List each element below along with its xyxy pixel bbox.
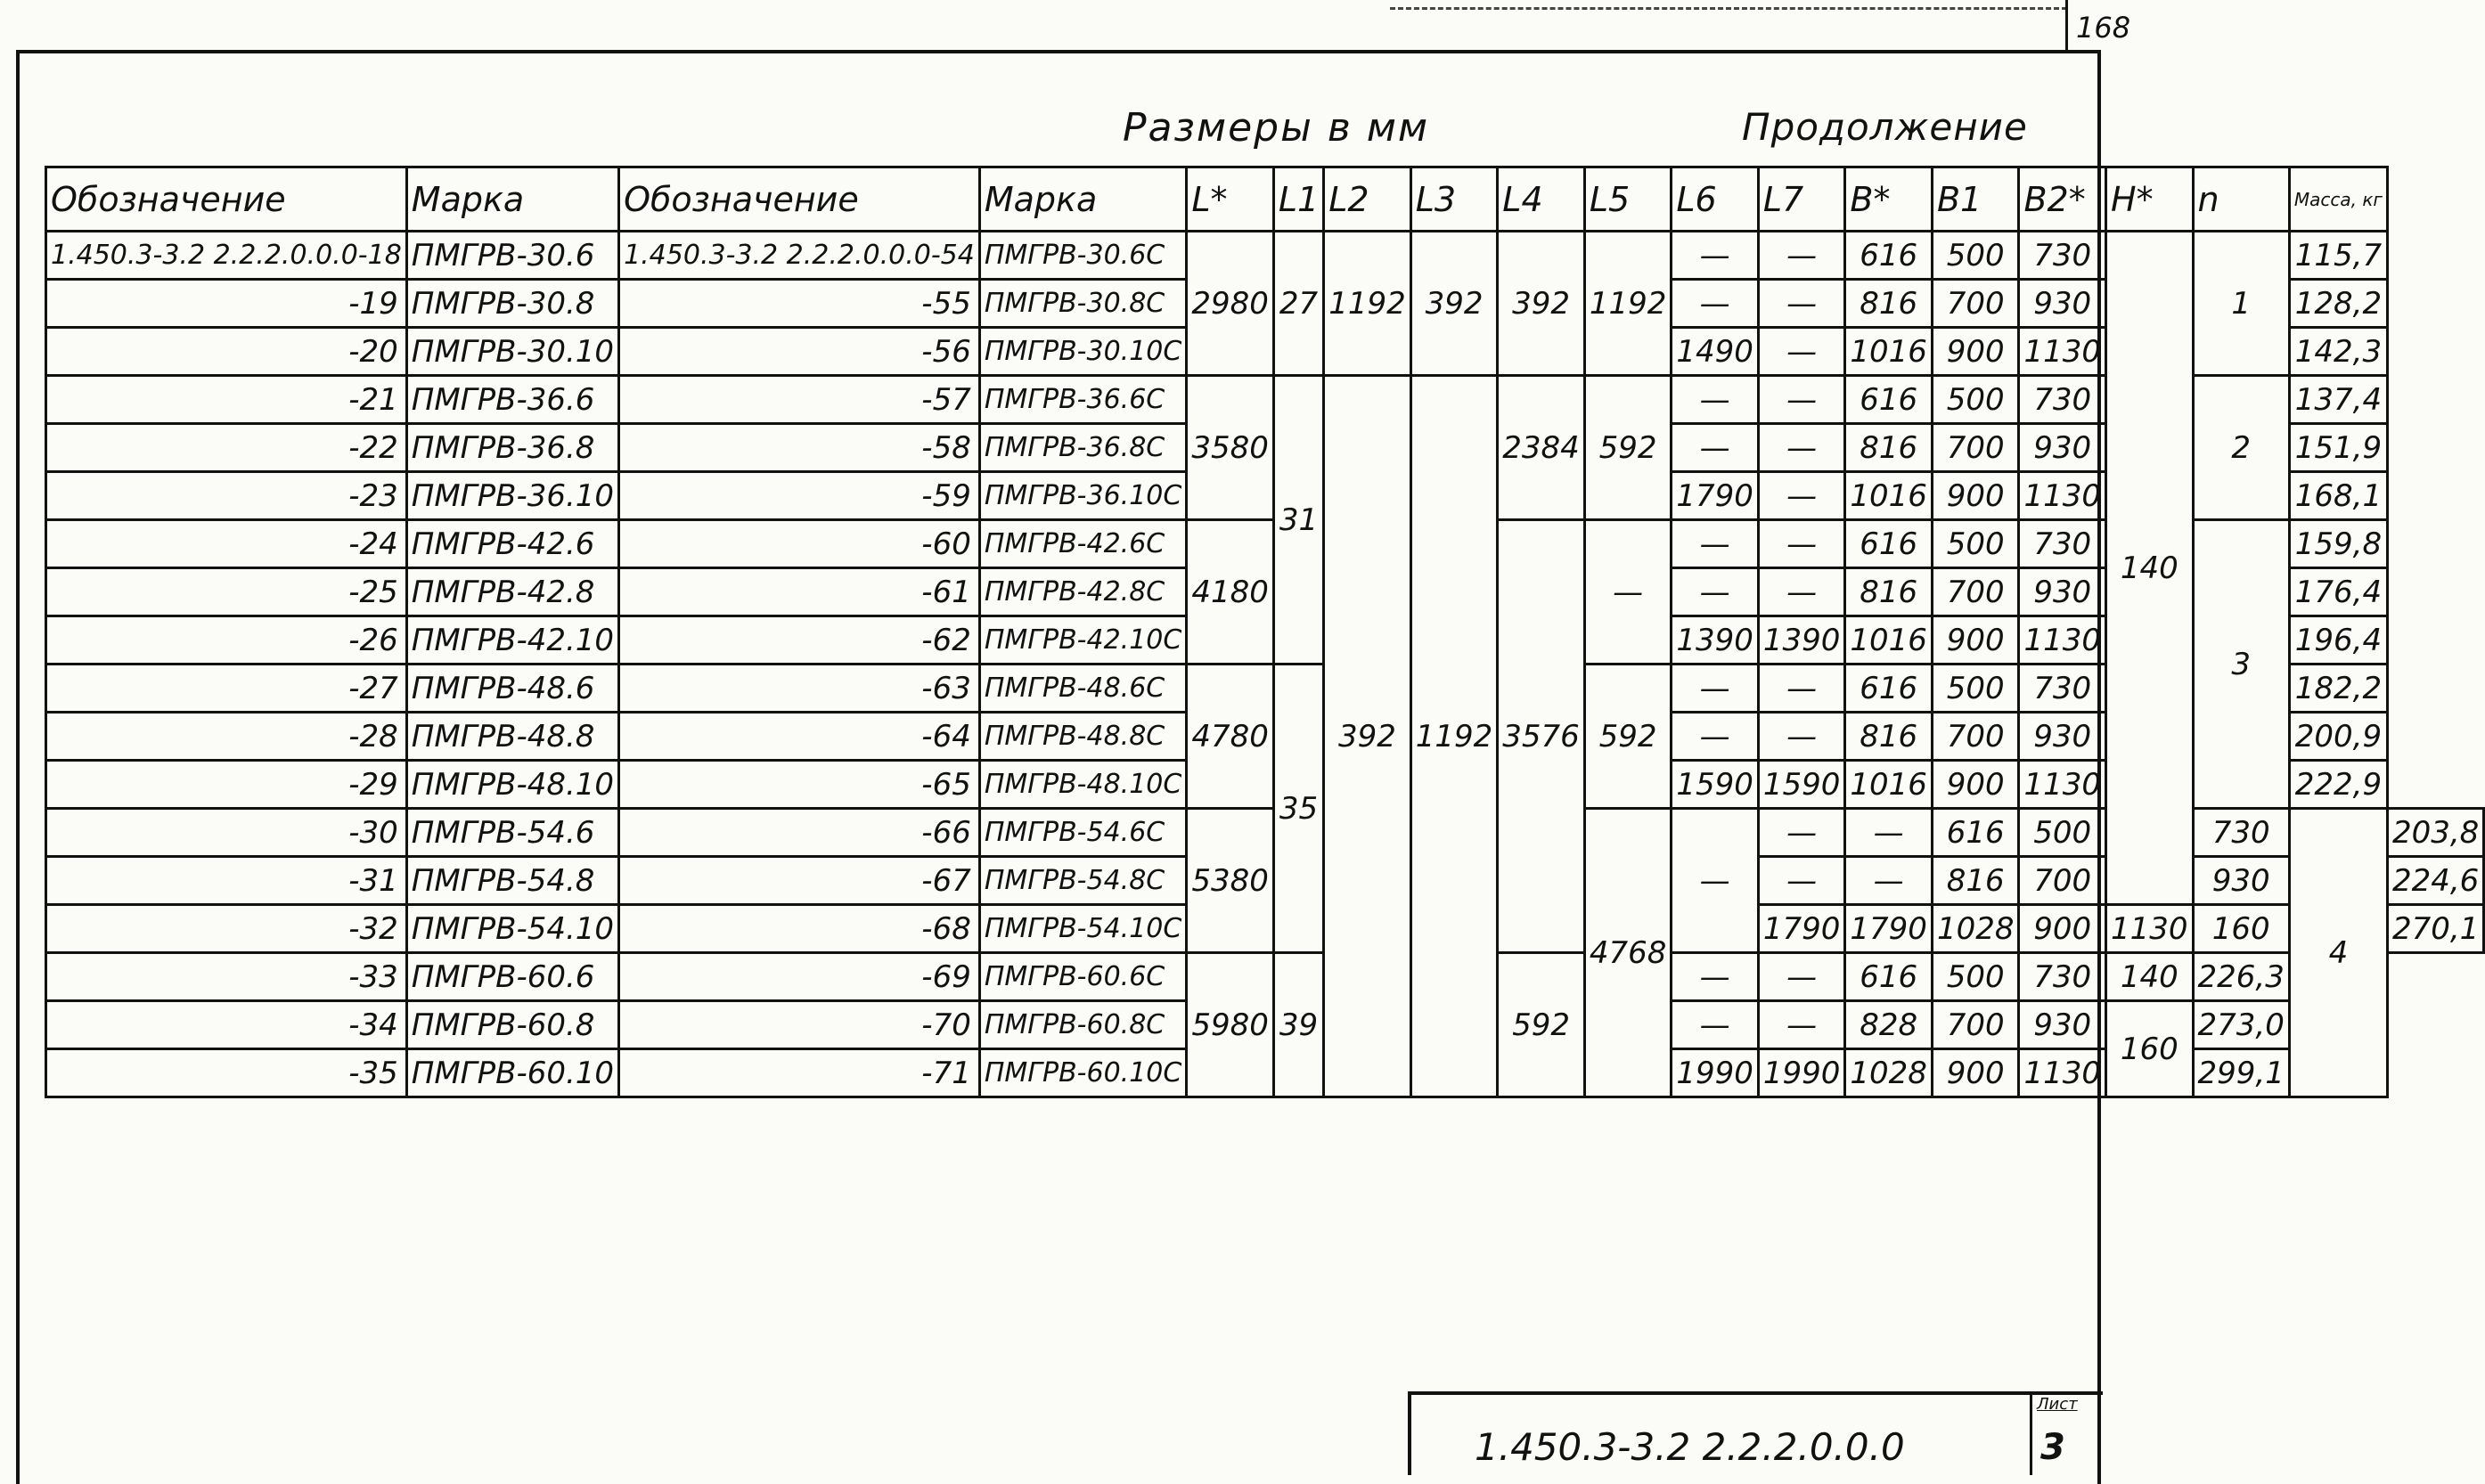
B1-cell: 700 bbox=[1932, 713, 2019, 761]
L6-cell: — bbox=[1672, 953, 1759, 1001]
header-n: n bbox=[2193, 167, 2289, 232]
B-cell: 816 bbox=[1845, 424, 1933, 472]
L6-cell: 1390 bbox=[1672, 616, 1759, 665]
L5-cell: — bbox=[1584, 520, 1672, 665]
B2-cell: 930 bbox=[2019, 424, 2106, 472]
mark-cell-2: ПМГРВ-54.6С bbox=[979, 809, 1186, 857]
L7-cell: — bbox=[1758, 424, 1845, 472]
mark-cell-2: ПМГРВ-30.8С bbox=[979, 280, 1186, 328]
H-cell: 160 bbox=[2106, 1001, 2194, 1097]
L-cell: 4180 bbox=[1187, 520, 1274, 665]
B1-cell: 900 bbox=[1932, 472, 2019, 520]
L6-cell: — bbox=[1672, 520, 1759, 568]
designation-cell: -20 bbox=[46, 328, 407, 376]
mark-cell: ПМГРВ-42.6 bbox=[406, 520, 618, 568]
sheet-label: Лист bbox=[2037, 1395, 2078, 1414]
mark-cell-2: ПМГРВ-36.8С bbox=[979, 424, 1186, 472]
L7-cell: — bbox=[1758, 280, 1845, 328]
designation-cell: -23 bbox=[46, 472, 407, 520]
B-cell: 1016 bbox=[1845, 616, 1933, 665]
L5-cell: 1192 bbox=[1584, 232, 1672, 376]
mark-cell: ПМГРВ-36.6 bbox=[406, 376, 618, 424]
L6-cell: — bbox=[1672, 1001, 1759, 1049]
B-cell: 616 bbox=[1845, 953, 1933, 1001]
L4-cell: 3576 bbox=[1498, 520, 1585, 953]
B2-cell: 1130 bbox=[2019, 761, 2106, 809]
B2-cell: 1130 bbox=[2106, 905, 2194, 953]
designation-cell-2: -60 bbox=[619, 520, 980, 568]
designation-cell-2: -69 bbox=[619, 953, 980, 1001]
designation-cell: -26 bbox=[46, 616, 407, 665]
designation-cell: -27 bbox=[46, 665, 407, 713]
L7-cell: — bbox=[1845, 809, 1933, 857]
B1-cell: 900 bbox=[2019, 905, 2106, 953]
mark-cell-2: ПМГРВ-48.6С bbox=[979, 665, 1186, 713]
designation-cell: -25 bbox=[46, 568, 407, 616]
mark-cell: ПМГРВ-54.6 bbox=[406, 809, 618, 857]
L3-cell: 392 bbox=[1410, 232, 1498, 376]
mass-cell: 176,4 bbox=[2289, 568, 2387, 616]
n-cell: 2 bbox=[2193, 376, 2289, 520]
designation-cell-2: -62 bbox=[619, 616, 980, 665]
L2-cell: 1192 bbox=[1324, 232, 1411, 376]
designation-cell-2: -55 bbox=[619, 280, 980, 328]
page-number: 168 bbox=[2076, 11, 2131, 45]
mass-cell: 200,9 bbox=[2289, 713, 2387, 761]
B1-cell: 500 bbox=[1932, 665, 2019, 713]
L7-cell: 1790 bbox=[1845, 905, 1933, 953]
mark-cell: ПМГРВ-42.8 bbox=[406, 568, 618, 616]
header-L1: L1 bbox=[1273, 167, 1323, 232]
header-L7: L7 bbox=[1758, 167, 1845, 232]
designation-cell-2: -57 bbox=[619, 376, 980, 424]
B2-cell: 930 bbox=[2019, 280, 2106, 328]
designation-cell: -31 bbox=[46, 857, 407, 905]
designation-cell: -19 bbox=[46, 280, 407, 328]
designation-cell-2: -71 bbox=[619, 1049, 980, 1097]
B1-cell: 500 bbox=[1932, 232, 2019, 280]
B-cell: 816 bbox=[1845, 568, 1933, 616]
L4-cell: 392 bbox=[1498, 232, 1585, 376]
L6-cell: 1790 bbox=[1672, 472, 1759, 520]
L6-cell: — bbox=[1758, 809, 1845, 857]
B2-cell: 730 bbox=[2019, 376, 2106, 424]
L7-cell: — bbox=[1758, 376, 1845, 424]
B2-cell: 730 bbox=[2019, 953, 2106, 1001]
mass-cell: 203,8 bbox=[2387, 809, 2483, 857]
mark-cell-2: ПМГРВ-48.10С bbox=[979, 761, 1186, 809]
mass-cell: 168,1 bbox=[2289, 472, 2387, 520]
B1-cell: 900 bbox=[1932, 328, 2019, 376]
L-cell: 5980 bbox=[1187, 953, 1274, 1097]
mark-cell: ПМГРВ-36.8 bbox=[406, 424, 618, 472]
designation-cell-2: -68 bbox=[619, 905, 980, 953]
designation-cell-2: -64 bbox=[619, 713, 980, 761]
mass-cell: 273,0 bbox=[2193, 1001, 2289, 1049]
mass-cell: 299,1 bbox=[2193, 1049, 2289, 1097]
mark-cell-2: ПМГРВ-30.6С bbox=[979, 232, 1186, 280]
specification-table bbox=[45, 166, 2485, 1098]
mark-cell: ПМГРВ-54.10 bbox=[406, 905, 618, 953]
mass-cell: 128,2 bbox=[2289, 280, 2387, 328]
B-cell: 616 bbox=[1845, 376, 1933, 424]
L3-cell: 1192 bbox=[1410, 376, 1498, 1097]
mark-cell-2: ПМГРВ-54.8С bbox=[979, 857, 1186, 905]
L-cell: 5380 bbox=[1187, 809, 1274, 953]
mark-cell-2: ПМГРВ-60.10С bbox=[979, 1049, 1186, 1097]
B2-cell: 1130 bbox=[2019, 328, 2106, 376]
B1-cell: 700 bbox=[1932, 280, 2019, 328]
B-cell: 1028 bbox=[1845, 1049, 1933, 1097]
n-cell: 3 bbox=[2193, 520, 2289, 809]
L7-cell: — bbox=[1758, 328, 1845, 376]
designation-cell: -33 bbox=[46, 953, 407, 1001]
B1-cell: 700 bbox=[1932, 424, 2019, 472]
L6-cell: — bbox=[1672, 665, 1759, 713]
header-row bbox=[46, 167, 2484, 232]
designation-cell: -35 bbox=[46, 1049, 407, 1097]
n-cell: 1 bbox=[2193, 232, 2289, 376]
mark-cell: ПМГРВ-48.6 bbox=[406, 665, 618, 713]
L7-cell: — bbox=[1758, 472, 1845, 520]
B1-cell: 700 bbox=[2019, 857, 2106, 905]
designation-cell-2: -67 bbox=[619, 857, 980, 905]
B-cell: 616 bbox=[1932, 809, 2019, 857]
B2-cell: 930 bbox=[2019, 568, 2106, 616]
L1-cell: 31 bbox=[1273, 376, 1323, 665]
L7-cell: — bbox=[1758, 568, 1845, 616]
header-L: L* bbox=[1187, 167, 1274, 232]
header-L3: L3 bbox=[1410, 167, 1498, 232]
mark-cell-2: ПМГРВ-54.10С bbox=[979, 905, 1186, 953]
B-cell: 616 bbox=[1845, 232, 1933, 280]
L2-cell: 392 bbox=[1324, 376, 1411, 1097]
designation-cell-2: -59 bbox=[619, 472, 980, 520]
L6-cell: — bbox=[1672, 568, 1759, 616]
B-cell: 1028 bbox=[1932, 905, 2019, 953]
header-mark: Марка bbox=[406, 167, 618, 232]
designation-cell: -30 bbox=[46, 809, 407, 857]
mark-cell: ПМГРВ-60.8 bbox=[406, 1001, 618, 1049]
table-row bbox=[46, 232, 2484, 280]
L6-cell: — bbox=[1672, 232, 1759, 280]
header-L4: L4 bbox=[1498, 167, 1585, 232]
mass-cell: 224,6 bbox=[2387, 857, 2483, 905]
mass-cell: 182,2 bbox=[2289, 665, 2387, 713]
B1-cell: 900 bbox=[1932, 1049, 2019, 1097]
mark-cell: ПМГРВ-60.10 bbox=[406, 1049, 618, 1097]
header-B: B* bbox=[1845, 167, 1933, 232]
mark-cell: ПМГРВ-30.8 bbox=[406, 280, 618, 328]
H-cell: 140 bbox=[2106, 232, 2194, 905]
mark-cell: ПМГРВ-60.6 bbox=[406, 953, 618, 1001]
L7-cell: — bbox=[1758, 953, 1845, 1001]
header-mark-2: Марка bbox=[979, 167, 1186, 232]
mark-cell-2: ПМГРВ-48.8С bbox=[979, 713, 1186, 761]
mass-cell: 226,3 bbox=[2193, 953, 2289, 1001]
B1-cell: 500 bbox=[1932, 953, 2019, 1001]
mark-cell: ПМГРВ-30.6 bbox=[406, 232, 618, 280]
B1-cell: 500 bbox=[2019, 809, 2106, 857]
header-mass: Масса, кг bbox=[2289, 167, 2387, 232]
mark-cell-2: ПМГРВ-42.8С bbox=[979, 568, 1186, 616]
designation-cell-2: -63 bbox=[619, 665, 980, 713]
L5-cell: 592 bbox=[1584, 665, 1672, 809]
mark-cell-2: ПМГРВ-36.6С bbox=[979, 376, 1186, 424]
B2-cell: 930 bbox=[2193, 857, 2289, 905]
B1-cell: 500 bbox=[1932, 376, 2019, 424]
L5-cell: — bbox=[1672, 809, 1759, 953]
L4-cell: 4768 bbox=[1584, 809, 1672, 1097]
L6-cell: 1590 bbox=[1672, 761, 1759, 809]
n-cell: 4 bbox=[2289, 809, 2387, 1097]
mark-cell: ПМГРВ-54.8 bbox=[406, 857, 618, 905]
top-dashed-rule bbox=[1390, 7, 2067, 10]
header-designation: Обозначение bbox=[46, 167, 407, 232]
L-cell: 4780 bbox=[1187, 665, 1274, 809]
B1-cell: 700 bbox=[1932, 1001, 2019, 1049]
L6-cell: 1790 bbox=[1758, 905, 1845, 953]
B-cell: 828 bbox=[1845, 1001, 1933, 1049]
L7-cell: — bbox=[1845, 857, 1933, 905]
designation-cell: -29 bbox=[46, 761, 407, 809]
mark-cell: ПМГРВ-36.10 bbox=[406, 472, 618, 520]
H-cell: 140 bbox=[2106, 953, 2194, 1001]
L7-cell: — bbox=[1758, 520, 1845, 568]
L1-cell: 35 bbox=[1273, 665, 1323, 953]
B2-cell: 1130 bbox=[2019, 1049, 2106, 1097]
B2-cell: 730 bbox=[2019, 232, 2106, 280]
mark-cell: ПМГРВ-48.8 bbox=[406, 713, 618, 761]
mark-cell-2: ПМГРВ-60.6С bbox=[979, 953, 1186, 1001]
L7-cell: — bbox=[1758, 665, 1845, 713]
B1-cell: 700 bbox=[1932, 568, 2019, 616]
mark-cell-2: ПМГРВ-36.10С bbox=[979, 472, 1186, 520]
mark-cell-2: ПМГРВ-60.8С bbox=[979, 1001, 1186, 1049]
L6-cell: — bbox=[1672, 713, 1759, 761]
B-cell: 1016 bbox=[1845, 472, 1933, 520]
header-L2: L2 bbox=[1324, 167, 1411, 232]
L-cell: 2980 bbox=[1187, 232, 1274, 376]
mass-cell: 222,9 bbox=[2289, 761, 2387, 809]
B2-cell: 1130 bbox=[2019, 472, 2106, 520]
mark-cell: ПМГРВ-30.10 bbox=[406, 328, 618, 376]
header-B1: B1 bbox=[1932, 167, 2019, 232]
designation-cell: -32 bbox=[46, 905, 407, 953]
designation-cell: -24 bbox=[46, 520, 407, 568]
sheet-number: 3 bbox=[2040, 1427, 2065, 1468]
L7-cell: — bbox=[1758, 713, 1845, 761]
document-code: 1.450.3-3.2 2.2.2.0.0.0 bbox=[1475, 1425, 1905, 1469]
continuation-caption: Продолжение bbox=[1742, 105, 2028, 149]
L1-cell: 27 bbox=[1273, 232, 1323, 376]
designation-cell-2: -70 bbox=[619, 1001, 980, 1049]
B2-cell: 730 bbox=[2019, 520, 2106, 568]
designation-cell: -34 bbox=[46, 1001, 407, 1049]
B-cell: 816 bbox=[1845, 280, 1933, 328]
mass-cell: 137,4 bbox=[2289, 376, 2387, 424]
L1-cell: 39 bbox=[1273, 953, 1323, 1097]
L6-cell: 1990 bbox=[1672, 1049, 1759, 1097]
designation-cell: -28 bbox=[46, 713, 407, 761]
mark-cell-2: ПМГРВ-42.10С bbox=[979, 616, 1186, 665]
L7-cell: 1590 bbox=[1758, 761, 1845, 809]
B-cell: 616 bbox=[1845, 520, 1933, 568]
B2-cell: 730 bbox=[2193, 809, 2289, 857]
L6-cell: 1490 bbox=[1672, 328, 1759, 376]
designation-cell-2: -56 bbox=[619, 328, 980, 376]
B2-cell: 1130 bbox=[2019, 616, 2106, 665]
L5-cell: 592 bbox=[1498, 953, 1585, 1097]
designation-cell-2: -66 bbox=[619, 809, 980, 857]
L7-cell: — bbox=[1758, 232, 1845, 280]
header-L6: L6 bbox=[1672, 167, 1759, 232]
header-B2: B2* bbox=[2019, 167, 2106, 232]
B2-cell: 730 bbox=[2019, 665, 2106, 713]
B2-cell: 930 bbox=[2019, 1001, 2106, 1049]
header-L5: L5 bbox=[1584, 167, 1672, 232]
L6-cell: — bbox=[1672, 424, 1759, 472]
mark-cell-2: ПМГРВ-42.6С bbox=[979, 520, 1186, 568]
mass-cell: 270,1 bbox=[2387, 905, 2483, 953]
header-H: H* bbox=[2106, 167, 2194, 232]
B1-cell: 900 bbox=[1932, 761, 2019, 809]
L5-cell: 592 bbox=[1584, 376, 1672, 520]
B-cell: 816 bbox=[1845, 713, 1933, 761]
B-cell: 816 bbox=[1932, 857, 2019, 905]
mark-cell-2: ПМГРВ-30.10С bbox=[979, 328, 1186, 376]
B-cell: 616 bbox=[1845, 665, 1933, 713]
L6-cell: — bbox=[1672, 376, 1759, 424]
B-cell: 1016 bbox=[1845, 761, 1933, 809]
H-cell: 160 bbox=[2193, 905, 2289, 953]
page-corner-line bbox=[2065, 0, 2068, 52]
mass-cell: 196,4 bbox=[2289, 616, 2387, 665]
designation-cell: -22 bbox=[46, 424, 407, 472]
B1-cell: 500 bbox=[1932, 520, 2019, 568]
mark-cell: ПМГРВ-48.10 bbox=[406, 761, 618, 809]
L7-cell: 1390 bbox=[1758, 616, 1845, 665]
designation-cell: 1.450.3-3.2 2.2.2.0.0.0-18 bbox=[46, 232, 407, 280]
L-cell: 3580 bbox=[1187, 376, 1274, 520]
B2-cell: 930 bbox=[2019, 713, 2106, 761]
L4-cell: 2384 bbox=[1498, 376, 1585, 520]
sizes-caption: Размеры в мм bbox=[1123, 105, 1430, 151]
designation-cell-2: 1.450.3-3.2 2.2.2.0.0.0-54 bbox=[619, 232, 980, 280]
mass-cell: 159,8 bbox=[2289, 520, 2387, 568]
mass-cell: 115,7 bbox=[2289, 232, 2387, 280]
designation-cell-2: -58 bbox=[619, 424, 980, 472]
L7-cell: — bbox=[1758, 1001, 1845, 1049]
designation-cell-2: -61 bbox=[619, 568, 980, 616]
L7-cell: 1990 bbox=[1758, 1049, 1845, 1097]
designation-cell: -21 bbox=[46, 376, 407, 424]
header-designation-2: Обозначение bbox=[619, 167, 980, 232]
mass-cell: 151,9 bbox=[2289, 424, 2387, 472]
mark-cell: ПМГРВ-42.10 bbox=[406, 616, 618, 665]
table-row bbox=[46, 953, 2484, 1001]
L6-cell: — bbox=[1672, 280, 1759, 328]
L6-cell: — bbox=[1758, 857, 1845, 905]
designation-cell-2: -65 bbox=[619, 761, 980, 809]
B1-cell: 900 bbox=[1932, 616, 2019, 665]
mass-cell: 142,3 bbox=[2289, 328, 2387, 376]
B-cell: 1016 bbox=[1845, 328, 1933, 376]
